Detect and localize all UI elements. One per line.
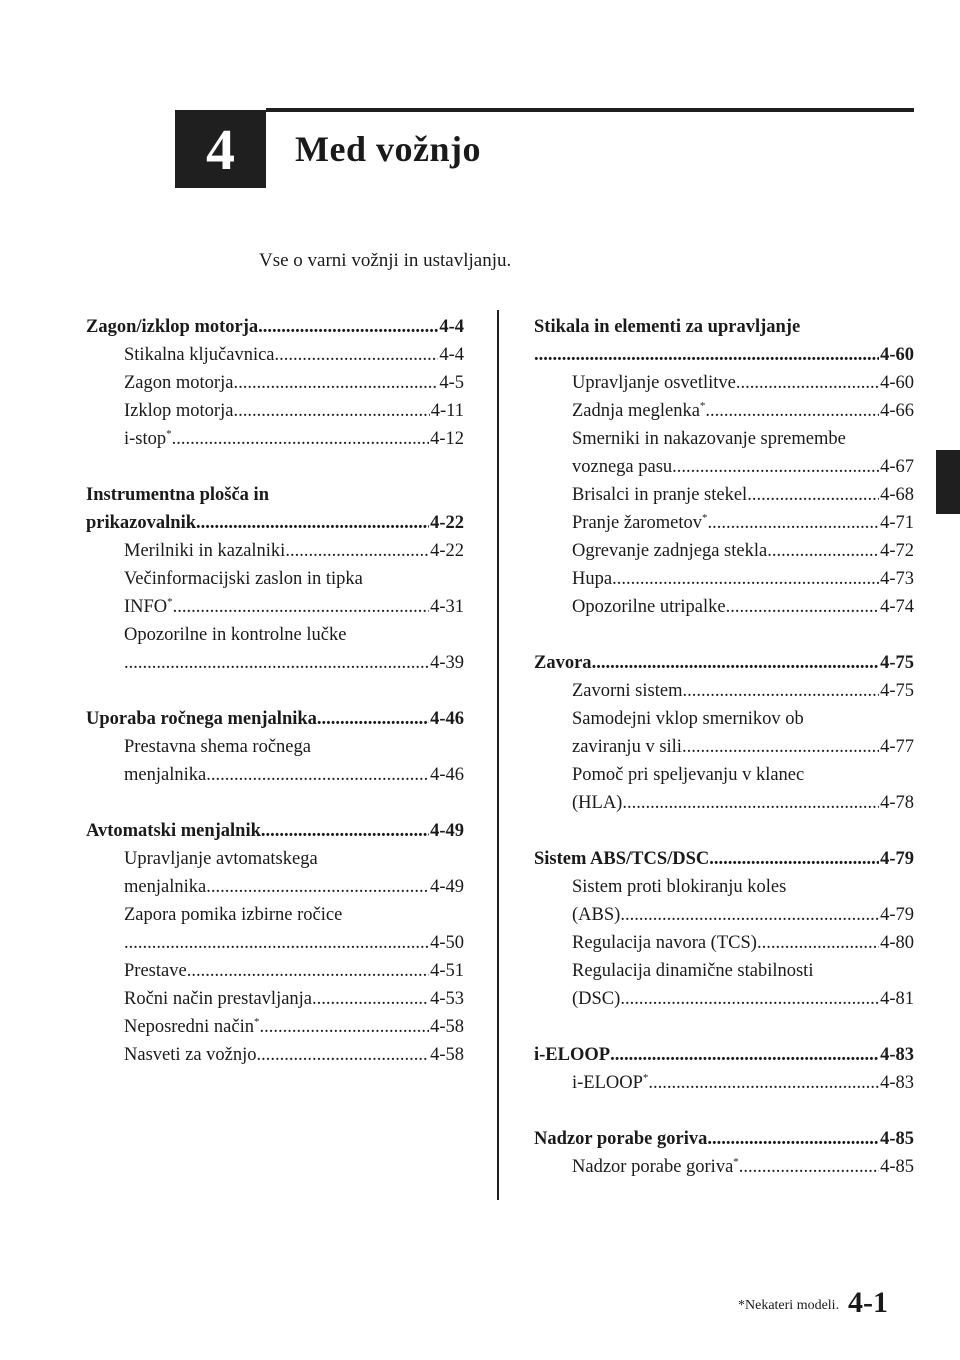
toc-leader-dots bbox=[767, 537, 879, 565]
toc-entry-title: Zavora bbox=[534, 653, 592, 673]
toc-heading-line: Instrumentna plošča in bbox=[86, 485, 269, 505]
toc-leader-dots bbox=[124, 929, 429, 957]
toc-leader-dots bbox=[709, 845, 879, 873]
toc-entry-title: menjalnika bbox=[124, 877, 207, 897]
toc-page-number: 4-12 bbox=[430, 429, 464, 449]
toc-entry-title: Neposredni način* bbox=[124, 1016, 260, 1037]
toc-entry[interactable] bbox=[86, 957, 464, 985]
toc-entry-title: (DSC) bbox=[572, 989, 621, 1009]
toc-heading[interactable] bbox=[86, 509, 464, 537]
toc-leader-dots bbox=[285, 537, 429, 565]
toc-section bbox=[534, 845, 914, 1013]
toc-entry-title: Avtomatski menjalnik bbox=[86, 821, 261, 841]
toc-page-number: 4-39 bbox=[430, 653, 464, 673]
toc-leader-dots bbox=[261, 817, 429, 845]
toc-entry[interactable] bbox=[534, 369, 914, 397]
toc-section bbox=[534, 313, 914, 621]
toc-section bbox=[86, 481, 464, 677]
toc-leader-dots bbox=[622, 789, 879, 817]
toc-leader-dots bbox=[187, 957, 429, 985]
toc-entry-title: prikazovalnik bbox=[86, 513, 196, 533]
header-rule bbox=[266, 108, 914, 112]
toc-entry-line: Samodejni vklop smernikov ob bbox=[572, 709, 804, 729]
toc-leader-dots bbox=[257, 1041, 430, 1069]
toc-entry-title: Ogrevanje zadnjega stekla bbox=[572, 541, 768, 561]
toc-entry-line: Regulacija dinamične stabilnosti bbox=[572, 961, 814, 981]
toc-entry-line: Zapora pomika izbirne ročice bbox=[124, 905, 343, 925]
toc-page-number: 4-4 bbox=[439, 317, 464, 337]
page-number: 4-1 bbox=[848, 1286, 888, 1319]
toc-entry-line: Smerniki in nakazovanje spremembe bbox=[572, 429, 846, 449]
toc-page-number: 4-4 bbox=[439, 345, 464, 365]
toc-heading[interactable] bbox=[86, 705, 464, 733]
toc-entry-line: Opozorilne in kontrolne lučke bbox=[124, 625, 347, 645]
toc-section bbox=[86, 817, 464, 1069]
footnote-mark: * bbox=[733, 1156, 739, 1168]
toc-page-number: 4-49 bbox=[430, 877, 464, 897]
toc-page-number: 4-53 bbox=[430, 989, 464, 1009]
toc-entry-title: Sistem ABS/TCS/DSC bbox=[534, 849, 710, 869]
toc-heading[interactable] bbox=[534, 341, 914, 369]
toc-entry-title: voznega pasu bbox=[572, 457, 673, 477]
chapter-title: Med vožnjo bbox=[295, 129, 481, 169]
toc-entry[interactable] bbox=[534, 929, 914, 957]
toc-leader-dots bbox=[726, 593, 879, 621]
toc-section bbox=[534, 649, 914, 817]
toc-entry-title: Zadnja meglenka* bbox=[572, 400, 706, 421]
toc-leader-dots bbox=[206, 873, 429, 901]
toc-heading[interactable] bbox=[534, 845, 914, 873]
toc-page-number: 4-75 bbox=[880, 681, 914, 701]
toc-leader-dots bbox=[259, 1013, 429, 1041]
toc-entry-title: Hupa bbox=[572, 569, 613, 589]
toc-page-number: 4-68 bbox=[880, 485, 914, 505]
footnote-mark: * bbox=[166, 428, 172, 440]
toc-entry-title: Nadzor porabe goriva bbox=[534, 1129, 708, 1149]
toc-entry-title: Zavorni sistem bbox=[572, 681, 683, 701]
toc-page-number: 4-83 bbox=[880, 1073, 914, 1093]
toc-entry-title: Zagon/izklop motorja bbox=[86, 317, 259, 337]
toc-entry-title: Zagon motorja bbox=[124, 373, 234, 393]
toc-page-number: 4-11 bbox=[430, 401, 464, 421]
toc-entry-title: Pranje žarometov* bbox=[572, 512, 708, 533]
chapter-number-box bbox=[175, 110, 266, 188]
toc-page-number: 4-31 bbox=[430, 597, 464, 617]
toc-page-number: 4-51 bbox=[430, 961, 464, 981]
toc-leader-dots bbox=[173, 593, 429, 621]
toc-page-number: 4-72 bbox=[880, 541, 914, 561]
toc-page-number: 4-49 bbox=[430, 821, 464, 841]
toc-entry[interactable] bbox=[534, 733, 914, 761]
toc-entry[interactable] bbox=[86, 649, 464, 677]
toc-page-number: 4-85 bbox=[880, 1129, 914, 1149]
toc-page-number: 4-58 bbox=[430, 1017, 464, 1037]
toc-page-number: 4-67 bbox=[880, 457, 914, 477]
toc-page-number: 4-80 bbox=[880, 933, 914, 953]
toc-entry[interactable] bbox=[534, 565, 914, 593]
toc-page-number: 4-66 bbox=[880, 401, 914, 421]
toc-entry-title: menjalnika bbox=[124, 765, 207, 785]
toc-entry-title: (ABS) bbox=[572, 905, 621, 925]
toc-page-number: 4-60 bbox=[880, 373, 914, 393]
toc-heading-line: Stikala in elementi za upravljanje bbox=[534, 317, 801, 337]
toc-entry[interactable] bbox=[534, 901, 914, 929]
toc-page-number: 4-74 bbox=[880, 597, 914, 617]
toc-entry-title: Opozorilne utripalke bbox=[572, 597, 726, 617]
toc-entry-line: Sistem proti blokiranju koles bbox=[572, 877, 787, 897]
toc-entry-title: Nadzor porabe goriva* bbox=[572, 1156, 739, 1177]
toc-entry[interactable] bbox=[86, 341, 464, 369]
toc-leader-dots bbox=[747, 481, 879, 509]
toc-heading[interactable] bbox=[534, 1041, 914, 1069]
toc-entry-title: Nasveti za vožnjo bbox=[124, 1045, 257, 1065]
toc-page-number: 4-77 bbox=[880, 737, 914, 757]
toc-section bbox=[86, 313, 464, 453]
toc-page-number: 4-46 bbox=[430, 765, 464, 785]
toc-page-number: 4-79 bbox=[880, 905, 914, 925]
toc-leader-dots bbox=[620, 901, 879, 929]
toc-leader-dots bbox=[739, 1153, 879, 1181]
toc-entry[interactable] bbox=[86, 369, 464, 397]
toc-page-number: 4-81 bbox=[880, 989, 914, 1009]
toc-entry[interactable] bbox=[534, 985, 914, 1013]
toc-leader-dots bbox=[206, 761, 429, 789]
toc-entry-title: Regulacija navora (TCS) bbox=[572, 933, 757, 953]
toc-leader-dots bbox=[124, 649, 429, 677]
toc-leader-dots bbox=[610, 1041, 879, 1069]
toc-entry[interactable] bbox=[534, 453, 914, 481]
toc-entry-line: Upravljanje avtomatskega bbox=[124, 849, 318, 869]
footnote-mark: * bbox=[699, 400, 706, 412]
toc-entry-title: i-ELOOP bbox=[534, 1045, 611, 1065]
toc-section bbox=[534, 1041, 914, 1097]
toc-entry[interactable] bbox=[86, 761, 464, 789]
toc-leader-dots bbox=[312, 985, 429, 1013]
toc-entry-title: Uporaba ročnega menjalnika bbox=[86, 709, 317, 729]
toc-entry[interactable] bbox=[86, 537, 464, 565]
toc-section bbox=[86, 705, 464, 789]
toc-entry-title: Upravljanje osvetlitve bbox=[572, 373, 736, 393]
toc-entry[interactable] bbox=[534, 481, 914, 509]
toc-page-number: 4-79 bbox=[880, 849, 914, 869]
toc-heading[interactable] bbox=[86, 313, 464, 341]
toc-entry[interactable] bbox=[86, 929, 464, 957]
toc-leader-dots bbox=[172, 425, 429, 453]
toc-entry[interactable] bbox=[534, 1153, 914, 1181]
toc-page-number: 4-50 bbox=[430, 933, 464, 953]
toc-leader-dots bbox=[196, 509, 429, 537]
toc-entry[interactable] bbox=[534, 789, 914, 817]
toc-page-number: 4-73 bbox=[880, 569, 914, 589]
chapter-subtitle: Vse o varni vožnji in ustavljanju. bbox=[259, 250, 512, 271]
toc-entry[interactable] bbox=[86, 593, 464, 621]
toc-entry[interactable] bbox=[86, 1013, 464, 1041]
toc-entry[interactable] bbox=[534, 509, 914, 537]
toc-entry[interactable] bbox=[86, 873, 464, 901]
toc-page-number: 4-46 bbox=[430, 709, 464, 729]
footnote-mark: * bbox=[253, 1016, 260, 1028]
toc-page-number: 4-5 bbox=[439, 373, 464, 393]
toc-leader-dots bbox=[258, 313, 438, 341]
toc-page-number: 4-60 bbox=[880, 345, 914, 365]
toc-entry[interactable] bbox=[86, 985, 464, 1013]
toc-page-number: 4-22 bbox=[430, 541, 464, 561]
toc-entry-title: (HLA) bbox=[572, 793, 623, 813]
toc-entry[interactable] bbox=[534, 397, 914, 425]
toc-leader-dots bbox=[620, 985, 879, 1013]
toc-entry[interactable] bbox=[534, 593, 914, 621]
toc-page-number: 4-75 bbox=[880, 653, 914, 673]
footnote: *Nekateri modeli. bbox=[738, 1298, 840, 1313]
toc-heading[interactable] bbox=[534, 1125, 914, 1153]
toc-entry-title: INFO* bbox=[124, 596, 173, 617]
toc-left-column bbox=[86, 313, 464, 1097]
toc-entry[interactable] bbox=[534, 1069, 914, 1097]
toc-leader-dots bbox=[534, 341, 879, 369]
toc-entry-line: Prestavna shema ročnega bbox=[124, 737, 311, 757]
toc-entry-title: Stikalna ključavnica bbox=[124, 345, 275, 365]
toc-leader-dots bbox=[705, 397, 879, 425]
toc-leader-dots bbox=[682, 733, 879, 761]
toc-entry[interactable] bbox=[534, 537, 914, 565]
toc-leader-dots bbox=[757, 929, 879, 957]
toc-entry-title: Ročni način prestavljanja bbox=[124, 989, 313, 1009]
toc-right-column bbox=[534, 313, 914, 1209]
toc-heading[interactable] bbox=[86, 817, 464, 845]
toc-entry-line: Pomoč pri speljevanju v klanec bbox=[572, 765, 805, 785]
toc-leader-dots bbox=[648, 1069, 879, 1097]
toc-entry[interactable] bbox=[534, 677, 914, 705]
toc-page-number: 4-78 bbox=[880, 793, 914, 813]
toc-leader-dots bbox=[592, 649, 880, 677]
toc-entry-title: i-stop* bbox=[124, 428, 172, 449]
toc-entry[interactable] bbox=[86, 397, 464, 425]
toc-entry-title: Prestave bbox=[124, 961, 187, 981]
toc-entry-title: zaviranju v sili bbox=[572, 737, 682, 757]
toc-entry-line: Večinformacijski zaslon in tipka bbox=[124, 569, 363, 589]
toc-leader-dots bbox=[317, 705, 429, 733]
column-divider bbox=[497, 310, 499, 1200]
footnote-mark: * bbox=[167, 596, 173, 608]
toc-leader-dots bbox=[275, 341, 439, 369]
toc-page-number: 4-71 bbox=[880, 513, 914, 533]
toc-page-number: 4-85 bbox=[880, 1157, 914, 1177]
toc-entry-title: Izklop motorja bbox=[124, 401, 234, 421]
chapter-number: 4 bbox=[206, 116, 235, 182]
toc-heading[interactable] bbox=[534, 649, 914, 677]
toc-entry[interactable] bbox=[86, 425, 464, 453]
toc-entry[interactable] bbox=[86, 1041, 464, 1069]
toc-leader-dots bbox=[672, 453, 879, 481]
toc-leader-dots bbox=[707, 1125, 879, 1153]
toc-leader-dots bbox=[682, 677, 879, 705]
toc-entry-title: Merilniki in kazalniki bbox=[124, 541, 286, 561]
toc-page-number: 4-22 bbox=[430, 513, 464, 533]
toc-section bbox=[534, 1125, 914, 1181]
toc-leader-dots bbox=[233, 369, 438, 397]
toc-leader-dots bbox=[736, 369, 879, 397]
toc-page-number: 4-83 bbox=[880, 1045, 914, 1065]
toc-leader-dots bbox=[707, 509, 879, 537]
chapter-side-tab bbox=[936, 450, 960, 514]
toc-entry-title: Brisalci in pranje stekel bbox=[572, 485, 748, 505]
footnote-mark: * bbox=[701, 512, 708, 524]
toc-leader-dots bbox=[612, 565, 879, 593]
toc-page-number: 4-58 bbox=[430, 1045, 464, 1065]
toc-entry-title: i-ELOOP* bbox=[572, 1072, 649, 1093]
toc-leader-dots bbox=[233, 397, 429, 425]
footnote-mark: * bbox=[642, 1072, 649, 1084]
